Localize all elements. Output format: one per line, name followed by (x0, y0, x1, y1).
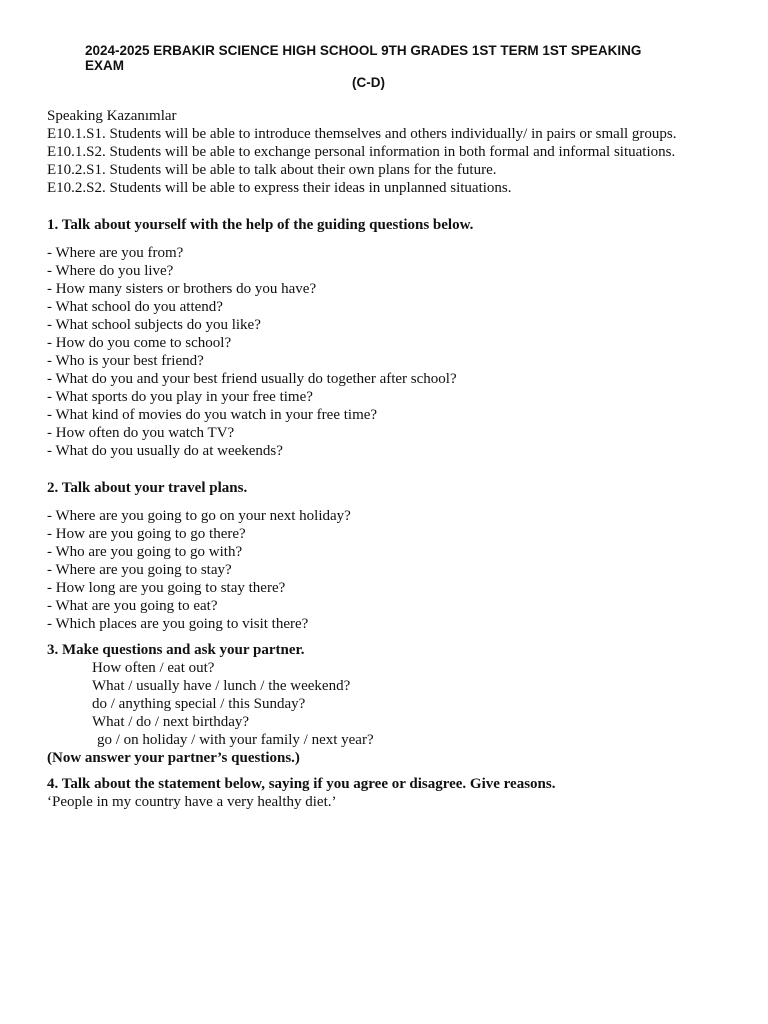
section-3-footer: (Now answer your partner’s questions.) (47, 750, 300, 766)
prompt-item: What / usually have / lunch / the weekend? (92, 678, 351, 694)
question-item: - What kind of movies do you watch in your free time? (47, 407, 378, 423)
question-item: - What school do you attend? (47, 299, 223, 315)
question-item: - How many sisters or brothers do you have? (47, 281, 317, 297)
question-item: - Where do you live? (47, 263, 174, 279)
question-item: - Where are you from? (47, 245, 184, 261)
section-4 (47, 775, 747, 811)
outcome-item: E10.2.S1. Students will be able to talk about their own plans for the future. (47, 162, 497, 178)
section-1-heading: 1. Talk about yourself with the help of the guiding questions below. (47, 217, 474, 233)
section-3 (47, 641, 747, 767)
section-4-statement: ‘People in my country have a very healthy diet.’ (47, 794, 337, 810)
question-item: - What school subjects do you like? (47, 317, 261, 333)
prompt-item: How often / eat out? (92, 660, 215, 676)
question-item: - What do you and your best friend usually do together after school? (47, 371, 457, 387)
question-item: - Who is your best friend? (47, 353, 204, 369)
outcome-item: E10.2.S2. Students will be able to express their ideas in unplanned situations. (47, 180, 512, 196)
section-4-heading: 4. Talk about the statement below, saying if you agree or disagree. Give reasons. (47, 776, 556, 792)
section-2-questions (47, 507, 747, 633)
question-item: - What sports do you play in your free time? (47, 389, 313, 405)
question-item: - What do you usually do at weekends? (47, 443, 283, 459)
page-subtitle: (C-D) (352, 75, 385, 90)
outcome-item: E10.1.S1. Students will be able to introduce themselves and others individually/ in pairs or small groups. (47, 126, 677, 142)
outcomes-heading: Speaking Kazanımlar (47, 108, 177, 124)
question-item: - How do you come to school? (47, 335, 232, 351)
question-item: - Which places are you going to visit there? (47, 616, 309, 632)
question-item: - How are you going to go there? (47, 526, 246, 542)
prompt-item: go / on holiday / with your family / next year? (97, 732, 374, 748)
question-item: - How long are you going to stay there? (47, 580, 286, 596)
question-item: - Where are you going to go on your next holiday? (47, 508, 351, 524)
question-item: - Who are you going to go with? (47, 544, 243, 560)
outcome-item: E10.1.S2. Students will be able to exchange personal information in both formal and informal situations. (47, 144, 676, 160)
prompt-item: What / do / next birthday? (92, 714, 250, 730)
prompt-item: do / anything special / this Sunday? (92, 696, 306, 712)
section-2-heading: 2. Talk about your travel plans. (47, 480, 248, 496)
outcomes-section (47, 107, 747, 197)
page-title: 2024-2025 ERBAKIR SCIENCE HIGH SCHOOL 9TH GRADES 1ST TERM 1ST SPEAKING EXAM (85, 43, 642, 73)
question-item: - How often do you watch TV? (47, 425, 235, 441)
question-item: - What are you going to eat? (47, 598, 218, 614)
question-item: - Where are you going to stay? (47, 562, 232, 578)
section-2 (47, 479, 747, 497)
section-1 (47, 216, 747, 234)
section-3-heading: 3. Make questions and ask your partner. (47, 642, 305, 658)
section-1-questions (47, 244, 747, 460)
